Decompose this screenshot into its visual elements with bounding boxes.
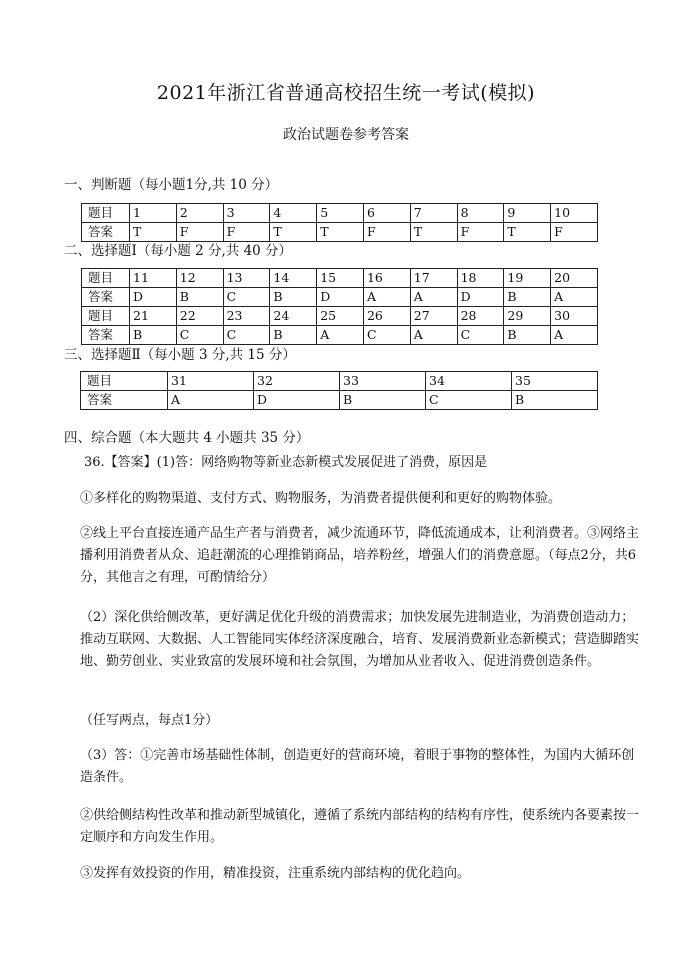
answer-cell: F (223, 223, 270, 242)
question-number: 24 (270, 307, 317, 326)
answer-cell: A (363, 288, 410, 307)
question-number: 31 (168, 372, 254, 391)
section2-heading: 二、选择题Ⅰ（每小题 2 分,共 40 分） (64, 243, 293, 259)
question-number: 33 (340, 372, 426, 391)
answer-cell: B (130, 326, 177, 345)
answer-cell: C (176, 326, 223, 345)
question-number: 32 (254, 372, 340, 391)
question-number: 5 (317, 204, 364, 223)
answer-paragraph-6: ②供给侧结构性改革和推动新型城镇化，遵循了系统内部结构的结构有序性，使系统内各要素按一定顺序和方向发生作用。 (80, 808, 640, 845)
answer-cell: F (363, 223, 410, 242)
question-number: 8 (457, 204, 504, 223)
question-number: 7 (410, 204, 457, 223)
question-number: 10 (551, 204, 598, 223)
question-number: 26 (363, 307, 410, 326)
answer-cell: C (223, 326, 270, 345)
answer-cell: A (410, 288, 457, 307)
answer-cell: C (363, 326, 410, 345)
question-number: 14 (270, 269, 317, 288)
answer-cell: A (551, 326, 598, 345)
question-number: 30 (551, 307, 598, 326)
q36-intro: 36.【答案】(1)答：网络购物等新业态新模式发展促进了消费，原因是 (84, 455, 488, 470)
question-number: 22 (176, 307, 223, 326)
question-number: 20 (551, 269, 598, 288)
answer-cell: A (168, 391, 254, 410)
question-number: 1 (130, 204, 177, 223)
answer-cell: D (254, 391, 340, 410)
section4-heading: 四、综合题（本大题共 4 小题共 35 分） (64, 430, 310, 446)
table-row (81, 372, 598, 391)
answer-cell: F (551, 223, 598, 242)
question-number: 3 (223, 204, 270, 223)
section3-heading: 三、选择题Ⅱ（每小题 3 分,共 15 分） (64, 347, 296, 363)
answer-cell: A (317, 326, 364, 345)
question-number: 2 (176, 204, 223, 223)
row-label: 答案 (82, 326, 130, 345)
row-label: 题目 (82, 307, 130, 326)
question-number: 18 (457, 269, 504, 288)
question-number: 29 (504, 307, 551, 326)
table-row (81, 391, 598, 410)
question-number: 6 (363, 204, 410, 223)
answer-cell: A (551, 288, 598, 307)
row-label: 题目 (82, 269, 130, 288)
section1-heading: 一、判断题（每小题1分,共 10 分） (64, 177, 279, 193)
row-label: 题目 (82, 204, 130, 223)
answer-cell: B (340, 391, 426, 410)
answer-cell: T (317, 223, 364, 242)
table-row (82, 288, 598, 307)
answer-cell: B (504, 288, 551, 307)
question-number: 12 (176, 269, 223, 288)
answer-cell: C (223, 288, 270, 307)
answer-paragraph-5: （3）答：①完善市场基础性体制，创造更好的营商环境，着眼于事物的整体性，为国内大循环创造条件。 (80, 748, 635, 785)
question-number: 27 (410, 307, 457, 326)
question-number: 21 (130, 307, 177, 326)
answer-paragraph-3: （2）深化供给侧改革，更好满足优化升级的消费需求；加快发展先进制造业，为消费创造动力；推动互联网、大数据、人工智能同实体经济深度融合，培育、发展消费新业态新模式；营造脚踏实地、勤劳创业、实业致富的发展环境和社会氛围，为增加从业者收入、促进消费创造条件。 (80, 610, 640, 669)
question-number: 9 (504, 204, 551, 223)
answer-paragraph-1: ①多样化的购物渠道、支付方式、购物服务，为消费者提供便利和更好的购物体验。 (80, 491, 562, 506)
section2-table (81, 268, 598, 345)
question-number: 15 (317, 269, 364, 288)
answer-cell: T (504, 223, 551, 242)
question-number: 16 (363, 269, 410, 288)
question-number: 35 (512, 372, 598, 391)
answer-cell: D (317, 288, 364, 307)
answer-cell: C (457, 326, 504, 345)
question-number: 23 (223, 307, 270, 326)
section1-table (81, 203, 598, 242)
answer-cell: F (176, 223, 223, 242)
answer-cell: D (130, 288, 177, 307)
answer-cell: C (426, 391, 512, 410)
page-title: 2021年浙江省普通高校招生统一考试(模拟) (156, 82, 536, 104)
question-number: 25 (317, 307, 364, 326)
question-number: 13 (223, 269, 270, 288)
answer-cell: B (176, 288, 223, 307)
answer-cell: B (512, 391, 598, 410)
question-number: 17 (410, 269, 457, 288)
row-label: 答案 (82, 288, 130, 307)
question-number: 19 (504, 269, 551, 288)
answer-paragraph-4: （任写两点，每点1分） (80, 713, 219, 728)
question-number: 11 (130, 269, 177, 288)
answer-cell: A (410, 326, 457, 345)
answer-cell: T (270, 223, 317, 242)
answer-cell: B (270, 288, 317, 307)
question-number: 4 (270, 204, 317, 223)
table-row (82, 204, 598, 223)
page-subtitle: 政治试题卷参考答案 (283, 127, 409, 143)
answer-cell: T (410, 223, 457, 242)
answer-cell: B (504, 326, 551, 345)
row-label: 答案 (82, 223, 130, 242)
table-row (82, 269, 598, 288)
section3-table (80, 371, 598, 410)
answer-paragraph-7: ③发挥有效投资的作用，精准投资，注重系统内部结构的优化趋向。 (80, 866, 471, 881)
question-number: 28 (457, 307, 504, 326)
answer-cell: T (130, 223, 177, 242)
answer-cell: F (457, 223, 504, 242)
question-number: 34 (426, 372, 512, 391)
row-label: 答案 (81, 391, 168, 410)
table-row (82, 326, 598, 345)
answer-cell: D (457, 288, 504, 307)
row-label: 题目 (81, 372, 168, 391)
answer-paragraph-2: ②线上平台直接连通产品生产者与消费者，减少流通环节，降低流通成本，让利消费者。③网络主播利用消费者从众、追赶潮流的心理推销商品，培养粉丝，增强人们的消费意愿。（每点2分，共6分，其他言之有理，可酌情给分） (80, 526, 640, 585)
table-row (82, 307, 598, 326)
answer-cell: B (270, 326, 317, 345)
table-row (82, 223, 598, 242)
